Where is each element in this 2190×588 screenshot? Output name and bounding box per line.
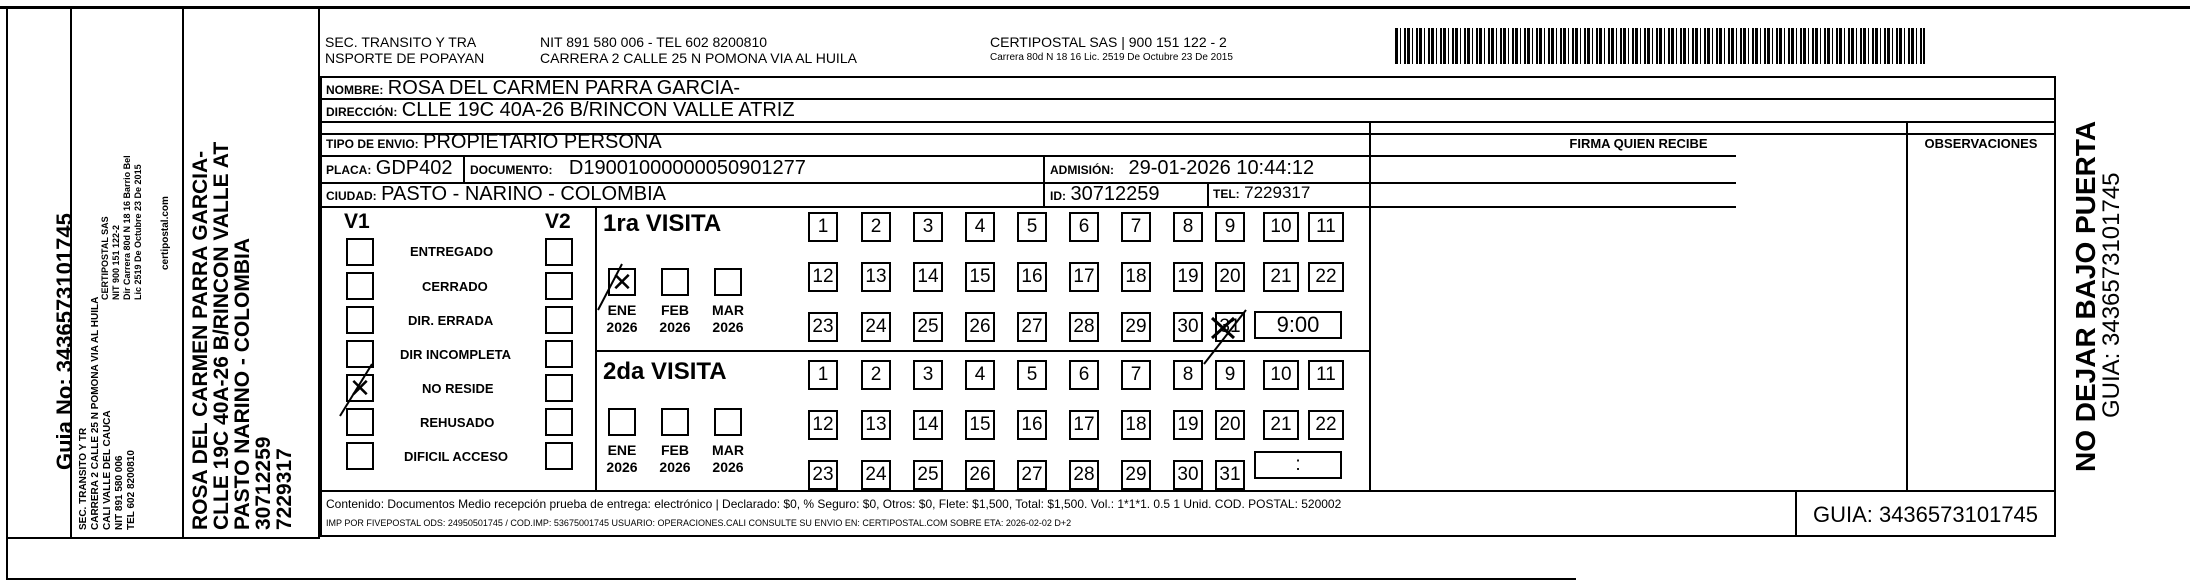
second-visit-month-checkbox[interactable]: [608, 408, 636, 436]
first-visit-month-label: ENE 2026: [606, 302, 638, 335]
first-visit-time[interactable]: 9:00: [1254, 311, 1342, 339]
second-visit-day-19[interactable]: 19: [1173, 410, 1203, 440]
second-visit-month-checkbox[interactable]: [714, 408, 742, 436]
first-visit-day-11[interactable]: 11: [1308, 212, 1344, 242]
v2-checkbox[interactable]: [545, 442, 573, 470]
visits-divider: [595, 350, 1371, 352]
direccion-row: DIRECCIÓN: CLLE 19C 40A-26 B/RINCON VALLE ATRIZ: [326, 99, 795, 121]
first-visit-month-checkbox[interactable]: [714, 268, 742, 296]
second-visit-day-24[interactable]: 24: [861, 460, 891, 490]
v1-checkbox[interactable]: [346, 272, 374, 300]
v2-checkbox[interactable]: [545, 238, 573, 266]
second-visit-day-7[interactable]: 7: [1121, 360, 1151, 390]
v2-checkbox[interactable]: [545, 272, 573, 300]
second-visit-day-8[interactable]: 8: [1173, 360, 1203, 390]
second-visit-day-4[interactable]: 4: [965, 360, 995, 390]
first-visit-day-22[interactable]: 22: [1308, 262, 1344, 292]
row-line-6: [320, 206, 1736, 208]
status-label: ENTREGADO: [410, 244, 494, 259]
bottom-border: [6, 578, 1576, 580]
v1-checkbox-checked[interactable]: ✕: [346, 374, 374, 402]
first-visit-day-17[interactable]: 17: [1069, 262, 1099, 292]
no-dejar-bajo-puerta: NO DEJAR BAJO PUERTA: [2070, 120, 2101, 472]
documento-cell: DOCUMENTO: D19001000000050901277: [470, 157, 806, 179]
first-visit-day-12[interactable]: 12: [808, 262, 838, 292]
second-visit-day-25[interactable]: 25: [913, 460, 943, 490]
v1-checkbox[interactable]: [346, 238, 374, 266]
second-visit-day-11[interactable]: 11: [1308, 360, 1344, 390]
status-label: DIR. ERRADA: [408, 313, 494, 328]
firma-header: FIRMA QUIEN RECIBE: [1569, 136, 1708, 151]
v2-checkbox[interactable]: [545, 306, 573, 334]
second-visit-day-14[interactable]: 14: [913, 410, 943, 440]
second-visit-day-1[interactable]: 1: [808, 360, 838, 390]
checkmark-stroke-icon: [336, 360, 376, 420]
col-obs-left: [1906, 121, 1908, 490]
second-visit-day-28[interactable]: 28: [1069, 460, 1099, 490]
status-label: NO RESIDE: [422, 381, 494, 396]
second-visit-day-20[interactable]: 20: [1215, 410, 1245, 440]
first-visit-day-16[interactable]: 16: [1017, 262, 1047, 292]
second-visit-day-26[interactable]: 26: [965, 460, 995, 490]
first-visit-day-20[interactable]: 20: [1215, 262, 1245, 292]
second-visit-day-27[interactable]: 27: [1017, 460, 1047, 490]
first-visit-day-25[interactable]: 25: [913, 312, 943, 342]
direccion-value: CLLE 19C 40A-26 B/RINCON VALLE ATRIZ: [401, 99, 795, 121]
stub-sender-block: SEC. TRANSITO Y TR CARRERA 2 CALLE 25 N POMONA VIA AL HUILA CALI VALLE DEL CAUCA NIT 891 580 006 TEL 602 8200810: [78, 296, 137, 530]
second-visit-month-label: ENE 2026: [606, 442, 638, 475]
second-visit-day-9[interactable]: 9: [1215, 360, 1245, 390]
second-visit-day-3[interactable]: 3: [913, 360, 943, 390]
observaciones-header: OBSERVACIONES: [1924, 136, 2038, 151]
v1-checkbox[interactable]: [346, 442, 374, 470]
first-visit-day-10[interactable]: 10: [1263, 212, 1299, 242]
v2-header: V2: [545, 210, 571, 233]
first-visit-day-5[interactable]: 5: [1017, 212, 1047, 242]
right-guia: GUIA: 3436573101745: [2098, 172, 2125, 418]
footer-content-line: Contenido: Documentos Medio recepción prueba de entrega: electrónico | Declarado: $0, % Seguro: $0, Otros: $0, Flete: $1,500, Total: $1,500. Vol.: 1*1*1. 0.5 1 Unid. COD. POSTAL: 520002: [326, 497, 1342, 511]
admision-value: 29-01-2026 10:44:12: [1128, 157, 1315, 179]
stub-company-site: certipostal.com: [160, 196, 171, 270]
second-visit-month-checkbox[interactable]: [661, 408, 689, 436]
first-visit-day-14[interactable]: 14: [913, 262, 943, 292]
first-visit-day-21[interactable]: 21: [1263, 262, 1299, 292]
table-right: [2054, 76, 2056, 537]
first-visit-day-2[interactable]: 2: [861, 212, 891, 242]
tel-value: 7229317: [1244, 183, 1311, 202]
stub-recipient-block: ROSA DEL CARMEN PARRA GARCIA- CLLE 19C 40A-26 B/RINCON VALLE AT PASTO NARINO - COLOMBIA 30712259 7229317: [189, 141, 296, 530]
second-visit-day-2[interactable]: 2: [861, 360, 891, 390]
first-visit-day-3[interactable]: 3: [913, 212, 943, 242]
left-border: [6, 6, 8, 580]
first-visit-day-8[interactable]: 8: [1173, 212, 1203, 242]
status-label: CERRADO: [422, 279, 488, 294]
second-visit-time[interactable]: :: [1254, 451, 1342, 479]
first-visit-day-13[interactable]: 13: [861, 262, 891, 292]
documento-value: D19001000000050901277: [568, 157, 806, 179]
first-visit-day-18[interactable]: 18: [1121, 262, 1151, 292]
first-visit-day-28[interactable]: 28: [1069, 312, 1099, 342]
v2-checkbox[interactable]: [545, 340, 573, 368]
first-visit-day-31[interactable]: 31: [1215, 312, 1245, 342]
ciudad-value: PASTO - NARINO - COLOMBIA: [381, 183, 666, 205]
first-visit-day-30[interactable]: 30: [1173, 312, 1203, 342]
status-label: DIFICIL ACCESO: [404, 449, 509, 464]
first-visit-day-27[interactable]: 27: [1017, 312, 1047, 342]
second-visit-day-23[interactable]: 23: [808, 460, 838, 490]
v1-header: V1: [344, 210, 370, 233]
first-visit-month-label: MAR 2026: [712, 302, 744, 335]
second-visit-day-13[interactable]: 13: [861, 410, 891, 440]
table-left: [320, 76, 322, 537]
id-cell: ID: 30712259: [1050, 183, 1160, 205]
second-visit-day-12[interactable]: 12: [808, 410, 838, 440]
nombre-row: NOMBRE: ROSA DEL CARMEN PARRA GARCIA-: [326, 77, 741, 99]
v2-checkbox[interactable]: [545, 408, 573, 436]
ciudad-cell: CIUDAD: PASTO - NARINO - COLOMBIA: [326, 183, 666, 205]
tel-cell: TEL: 7229317: [1213, 183, 1311, 202]
second-visit-title: 2da VISITA: [603, 358, 727, 385]
first-visit-day-7[interactable]: 7: [1121, 212, 1151, 242]
footer-print-line: IMP POR FIVEPOSTAL ODS: 24950501745 / COD.IMP: 53675001745 USUARIO: OPERACIONES.CALI CONSULTE SU ENVIO EN: CERTIPOSTAL.COM SOBRE ETA: 2026-02-02 D+2: [326, 518, 1072, 528]
col-placa-right: [463, 155, 465, 182]
stub-guia-number: Guia No: 3436573101745: [52, 213, 77, 470]
placa-cell: PLACA: GDP402: [326, 157, 453, 179]
first-visit-month-label: FEB 2026: [659, 302, 691, 335]
stub-bottom: [6, 537, 320, 539]
first-visit-month-checkbox-checked[interactable]: ✕: [608, 268, 636, 296]
tipo-value: PROPIETARIO PERSONA: [423, 131, 662, 153]
second-visit-day-31[interactable]: 31: [1215, 460, 1245, 490]
first-visit-title: 1ra VISITA: [603, 210, 722, 237]
second-visit-day-22[interactable]: 22: [1308, 410, 1344, 440]
barcode: [1395, 28, 1925, 64]
placa-value: GDP402: [375, 157, 453, 179]
first-visit-day-4[interactable]: 4: [965, 212, 995, 242]
second-visit-day-16[interactable]: 16: [1017, 410, 1047, 440]
first-visit-day-23[interactable]: 23: [808, 312, 838, 342]
first-visit-day-29[interactable]: 29: [1121, 312, 1151, 342]
company-info: CERTIPOSTAL SAS | 900 151 122 - 2 Carrera 80d N 18 16 Lic. 2519 De Octubre 23 De 2015: [990, 34, 1233, 63]
second-visit-day-30[interactable]: 30: [1173, 460, 1203, 490]
second-visit-day-5[interactable]: 5: [1017, 360, 1047, 390]
admision-cell: ADMISIÓN: 29-01-2026 10:44:12: [1050, 157, 1315, 179]
first-visit-day-9[interactable]: 9: [1215, 212, 1245, 242]
first-visit-day-24[interactable]: 24: [861, 312, 891, 342]
col-status-right: [595, 206, 597, 490]
sender-info: NIT 891 580 006 - TEL 602 8200810 CARRERA 2 CALLE 25 N POMONA VIA AL HUILA: [540, 34, 857, 66]
status-label: REHUSADO: [420, 415, 495, 430]
second-visit-day-15[interactable]: 15: [965, 410, 995, 440]
checkmark-stroke-icon: [596, 262, 626, 312]
v1-checkbox[interactable]: [346, 306, 374, 334]
second-visit-day-10[interactable]: 10: [1263, 360, 1299, 390]
tipo-row: TIPO DE ENVIO: PROPIETARIO PERSONA: [326, 131, 662, 153]
status-label: DIR INCOMPLETA: [400, 347, 511, 362]
sender-name: SEC. TRANSITO Y TRA NSPORTE DE POPAYAN: [325, 34, 485, 66]
first-visit-day-6[interactable]: 6: [1069, 212, 1099, 242]
v2-checkbox[interactable]: [545, 374, 573, 402]
nombre-value: ROSA DEL CARMEN PARRA GARCIA-: [387, 77, 741, 99]
second-visit-month-label: FEB 2026: [659, 442, 691, 475]
second-visit-day-29[interactable]: 29: [1121, 460, 1151, 490]
second-visit-month-label: MAR 2026: [712, 442, 744, 475]
day-cross-mark-icon: [1200, 306, 1250, 366]
top-border: [0, 6, 2190, 9]
second-visit-day-17[interactable]: 17: [1069, 410, 1099, 440]
col-firma-left: [1369, 121, 1371, 490]
second-visit-day-21[interactable]: 21: [1263, 410, 1299, 440]
col-doc-right: [1043, 155, 1045, 206]
first-visit-day-1[interactable]: 1: [808, 212, 838, 242]
stub-separator-2: [182, 9, 184, 539]
second-visit-day-6[interactable]: 6: [1069, 360, 1099, 390]
first-visit-month-checkbox[interactable]: [661, 268, 689, 296]
footer-guia: GUIA: 3436573101745: [1812, 502, 2039, 527]
id-value: 30712259: [1070, 183, 1160, 205]
stub-company-block: CERTIPOSTAL SAS NIT 900 151 122-2 Dir Carrera 80d N 18 16 Barrio Bel Lic 2519 De Octubre 23 De 2015: [100, 155, 143, 300]
second-visit-day-18[interactable]: 18: [1121, 410, 1151, 440]
first-visit-day-15[interactable]: 15: [965, 262, 995, 292]
first-visit-day-26[interactable]: 26: [965, 312, 995, 342]
first-visit-day-19[interactable]: 19: [1173, 262, 1203, 292]
col-id-right: [1207, 182, 1209, 206]
